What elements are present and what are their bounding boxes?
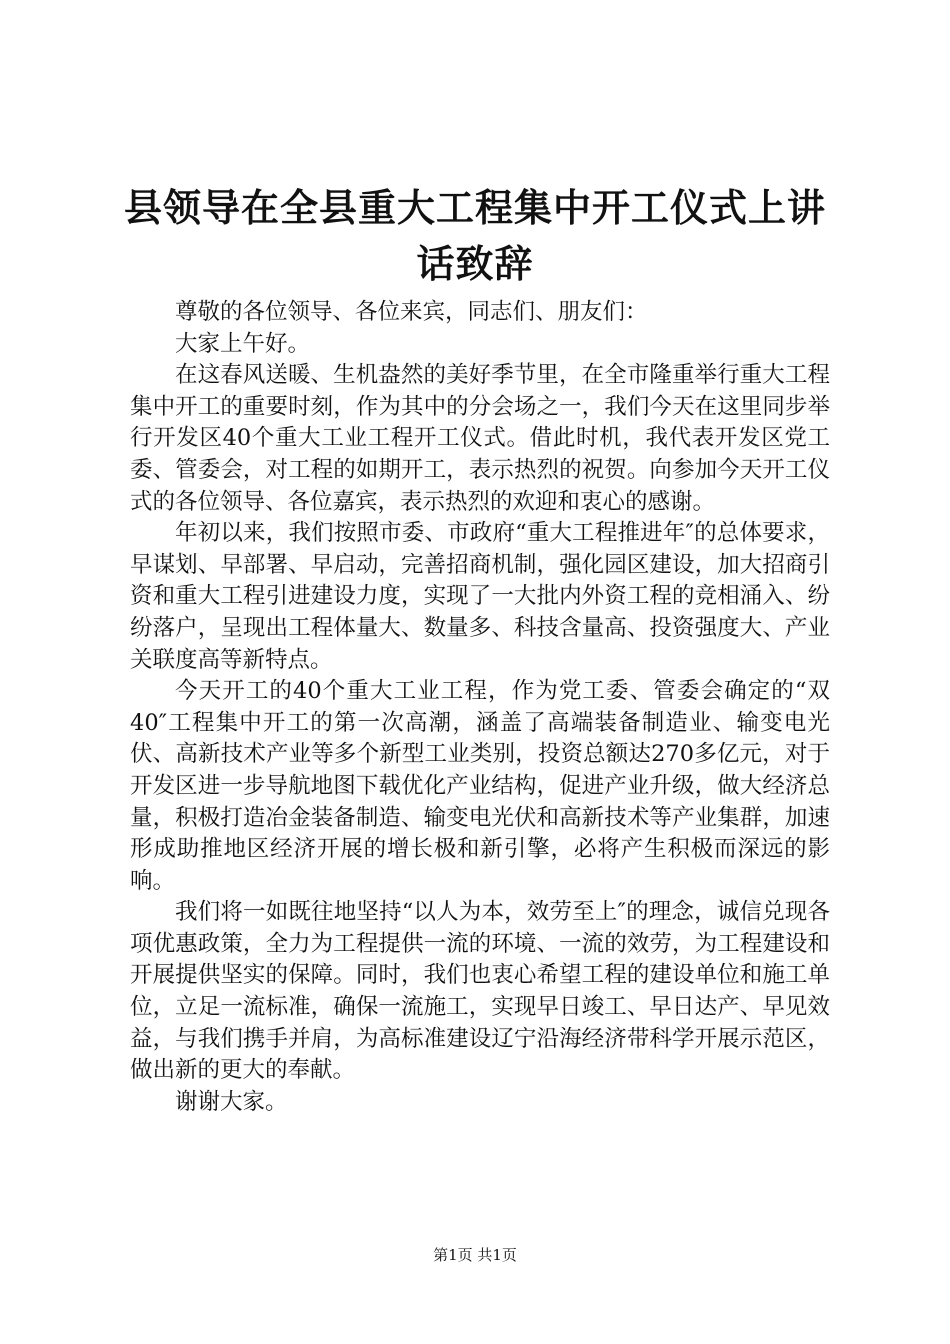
document-title: 县领导在全县重大工程集中开工仪式上讲话致辞 xyxy=(123,185,826,286)
greeting-paragraph: 大家上午好。 xyxy=(175,330,311,357)
salutation-paragraph: 尊敬的各位领导、各位来宾，同志们、朋友们： xyxy=(175,299,648,325)
body-paragraph: 今天开工的40个重大工业工程，作为党工委、管委会确定的“双40″工程集中开工的第一次高潮，涵盖了高端装备制造业、输变电光伏、高新技术产业等多个新型工业类别，投资总额达270多亿元，对于开发区进一步导航地图下载优化产业结构，促进产业升级，做大经济总量，积极打造冶金装备制造、输变电光伏和高新技术等产业集群，加速形成助推地区经济开展的增长极和新引擎，必将产生积极而深远的影响。 xyxy=(130,678,830,894)
body-paragraph: 我们将一如既往地坚持“以人为本，效劳至上″的理念，诚信兑现各项优惠政策，全力为工程提供一流的环境、一流的效劳，为工程建设和开展提供坚实的保障。同时，我们也衷心希望工程的建设单位和施工单位，立足一流标准，确保一流施工，实现早日竣工、早日达产、早见效益，与我们携手并肩，为高标准建设辽宁沿海经济带科学开展示范区，做出新的更大的奉献。 xyxy=(130,899,830,1084)
body-paragraph: 年初以来，我们按照市委、市政府“重大工程推进年″的总体要求，早谋划、早部署、早启动，完善招商机制，强化园区建设，加大招商引资和重大工程引进建设力度，实现了一大批内外资工程的竞相涌入、纷纷落户，呈现出工程体量大、数量多、科技含量高、投资强度大、产业关联度高等新特点。 xyxy=(130,520,830,673)
document-body xyxy=(130,297,830,1118)
page-number-footer: 第1页 共1页 xyxy=(433,1246,517,1264)
body-paragraph: 在这春风送暖、生机盎然的美好季节里，在全市隆重举行重大工程集中开工的重要时刻，作为其中的分会场之一，我们今天在这里同步举行开发区40个重大工业工程开工仪式。借此时机，我代表开发区党工委、管委会，对工程的如期开工，表示热烈的祝贺。向参加今天开工仪式的各位领导、各位嘉宾，表示热烈的欢迎和衷心的感谢。 xyxy=(130,362,830,515)
closing-paragraph: 谢谢大家。 xyxy=(175,1088,288,1115)
